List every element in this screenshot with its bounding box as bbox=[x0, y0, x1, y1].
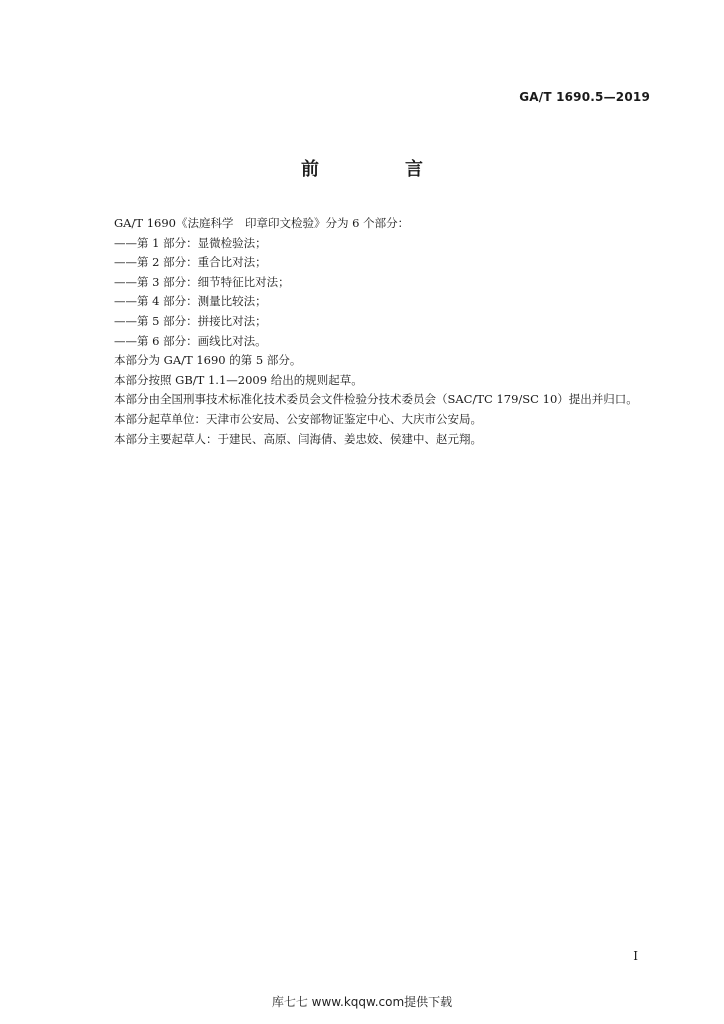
standard-code: GA/T 1690.5—2019 bbox=[519, 90, 650, 104]
page-title: 前 言 bbox=[301, 159, 457, 180]
drafting-rules-statement: 本部分按照 GB/T 1.1—2009 给出的规则起草。 bbox=[114, 372, 363, 387]
drafters-statement: 本部分主要起草人：于建民、高原、闫海倩、姜忠姣、侯建中、赵元翔。 bbox=[114, 431, 482, 446]
part-list-item-1: ——第 1 部分：显微检验法； bbox=[114, 235, 267, 250]
part-list-item-2: ——第 2 部分：重合比对法； bbox=[114, 255, 267, 270]
this-part-statement: 本部分为 GA/T 1690 的第 5 部分。 bbox=[114, 353, 302, 368]
part-list-item-3: ——第 3 部分：细节特征比对法； bbox=[114, 274, 290, 289]
part-list-item-4: ——第 4 部分：测量比较法； bbox=[114, 294, 267, 309]
drafting-units-statement: 本部分起草单位：天津市公安局、公安部物证鉴定中心、大庆市公安局。 bbox=[114, 411, 482, 426]
part-list-item-6: ——第 6 部分：画线比对法。 bbox=[114, 333, 267, 348]
page-number: I bbox=[633, 949, 638, 963]
proposed-by-statement: 本部分由全国刑事技术标准化技术委员会文件检验分技术委员会（SAC/TC 179/SC 10）提出并归口。 bbox=[114, 392, 638, 407]
foreword-intro: GA/T 1690《法庭科学 印章印文检验》分为 6 个部分： bbox=[114, 216, 410, 230]
foreword-body bbox=[90, 214, 655, 449]
download-watermark: 库七七 www.kqqw.com提供下载 bbox=[271, 995, 453, 1009]
part-list-item-5: ——第 5 部分：拼接比对法； bbox=[114, 313, 267, 328]
